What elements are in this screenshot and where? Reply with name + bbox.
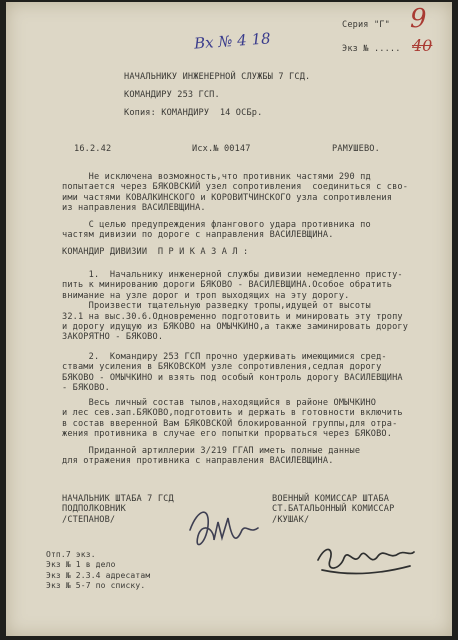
text-line: пить к минированию дороги БЯКОВО - ВАСИЛЕВЩИНА.Особое обратить — [62, 280, 393, 291]
document-place: РАМУШЕВО. — [332, 144, 380, 154]
intro-paragraph — [62, 172, 408, 214]
text-line: С целью предупреждения флангового удара противника по — [62, 220, 371, 230]
text-line: 1. Начальнику инженерной службы дивизии немедленно присту- — [62, 270, 403, 280]
signatory-rank: ПОДПОЛКОВНИК — [62, 504, 126, 515]
text-line: жения противника в случае его попытки прорваться через БЯКОВО. — [62, 429, 393, 440]
text-line: 2. Командиру 253 ГСП прочно удерживать имеющимися сред- — [62, 352, 387, 362]
text-line: и лес сев.зап.БЯКОВО,подготовить и держать в готовности включить — [62, 408, 403, 419]
handwritten-reference-number: Вх № 4 18 — [193, 29, 272, 53]
distribution-line: Отп.7 экз. — [46, 550, 96, 559]
text-line: Не исключена возможность,что противник частями 290 пд — [62, 172, 371, 182]
page-number-handwritten: 9 — [410, 4, 427, 34]
distribution-line: Экз № 1 в дело — [46, 560, 116, 570]
text-line: и дорогу идущую из БЯКОВО на ОМЫЧКИНО,а также заминировать дорогу — [62, 321, 409, 332]
order-item-1 — [62, 270, 408, 343]
signature-stepanov — [184, 500, 264, 560]
outgoing-number: Исх.№ 00147 — [192, 144, 251, 154]
text-line: ствами усиления в БЯКОВСКОМ узле сопротивления,седлая дорогу — [62, 362, 382, 373]
order-item-2-personnel — [62, 398, 403, 440]
copy-number: Экз № ..... — [342, 44, 401, 54]
text-line: внимание на узле дорог и троп выходящих на эту дорогу. — [62, 290, 350, 301]
page-number-crossed-out: 40 — [412, 36, 433, 55]
signature-block-right — [272, 494, 394, 525]
text-line: - БЯКОВО. — [62, 383, 110, 394]
text-line: в состав вверенной Вам БЯКОВСКОЙ блокированной группы,для отра- — [62, 418, 398, 429]
distribution-list — [46, 550, 150, 592]
text-line: частям дивизии по дороге с направления ВАСИЛЕВЩИНА. — [62, 230, 334, 241]
order-item-2-artillery — [62, 446, 360, 467]
distribution-line: Экз № 2.3.4 адресатам — [46, 570, 151, 580]
signatory-title: НАЧАЛЬНИК ШТАБА 7 ГСД — [62, 494, 174, 504]
text-line: 32.1 на выс.30.6.Одновременно подготовить и минировать эту тропу — [62, 311, 403, 322]
text-line: Весь личный состав тылов,находящийся в районе ОМЫЧКИНО — [62, 398, 377, 408]
signature-block-left — [62, 494, 174, 525]
signatory-name: /КУШАК/ — [272, 514, 310, 525]
text-line: ими частями КОВАЛКИНСКОГО и КОРОВИТЧИНСКОГО узла сопротивления — [62, 192, 393, 203]
text-line: для отражения противника с направления ВАСИЛЕВЩИНА. — [62, 456, 334, 467]
signature-kushak — [310, 530, 420, 582]
signatory-title: ВОЕННЫЙ КОМИССАР ШТАБА — [272, 494, 390, 504]
secrecy-mark: Серия "Г" — [342, 20, 390, 30]
text-line: Произвести тщательную разведку тропы,идущей от высоты — [62, 301, 371, 312]
distribution-line: Экз № 5-7 по списку. — [46, 581, 146, 591]
order-item-2 — [62, 352, 403, 394]
signatory-name: /СТЕПАНОВ/ — [62, 514, 116, 525]
document-date: 16.2.42 — [74, 144, 112, 154]
text-line: БЯКОВО - ОМЫЧКИНО и взять под особый контроль дорогу ВАСИЛЕВЩИНА — [62, 372, 403, 383]
text-line: Приданной артиллерии 3/219 ГГАП иметь полные данные — [62, 446, 361, 456]
signatory-rank: СТ.БАТАЛЬОННЫЙ КОМИССАР — [272, 504, 395, 515]
text-line: попытается через БЯКОВСКИЙ узел сопротивления соединиться с сво- — [62, 182, 409, 193]
copy-to-line: Копия: КОМАНДИРУ 14 ОСБр. — [124, 108, 263, 118]
document-page — [6, 2, 452, 636]
text-line: из направления ВАСИЛЕВЩИНА. — [62, 203, 206, 214]
addressee-line-2: КОМАНДИРУ 253 ГСП. — [124, 90, 220, 100]
text-line: ЗАКОРЯТНО - БЯКОВО. — [62, 332, 164, 343]
addressee-line-1: НАЧАЛЬНИКУ ИНЖЕНЕРНОЙ СЛУЖБЫ 7 ГСД. — [124, 72, 311, 82]
purpose-paragraph — [62, 220, 371, 241]
order-heading: КОМАНДИР ДИВИЗИИ П Р И К А З А Л : — [62, 247, 249, 257]
